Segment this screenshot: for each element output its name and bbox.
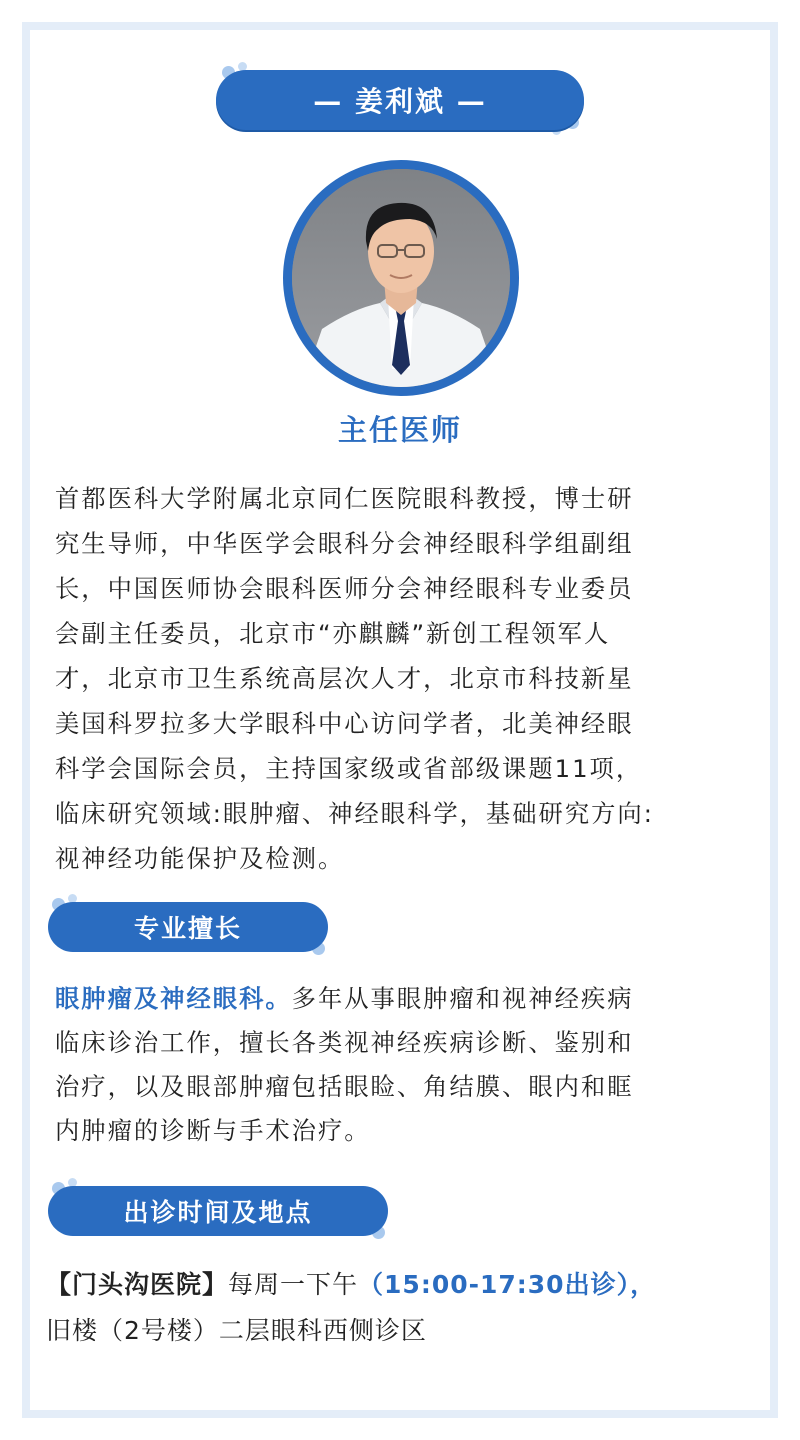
bio-line: 究生导师，中华医学会眼科分会神经眼科学组副组 (55, 529, 634, 558)
schedule-line (46, 1262, 766, 1308)
specialty-line: 临床诊治工作，擅长各类视神经疾病诊断、鉴别和 (55, 1028, 634, 1057)
doctor-name: — 姜利斌 — (313, 85, 487, 118)
bio-line: 临床研究领域:眼肿瘤、神经眼科学，基础研究方向: (55, 799, 654, 828)
doctor-bio (55, 476, 755, 881)
bio-line: 视神经功能保护及检测。 (55, 844, 345, 873)
clinic-time: （15:00-17:30出诊）， (358, 1270, 657, 1299)
bio-line: 科学会国际会员，主持国家级或省部级课题11项， (55, 754, 643, 783)
specialty-line (55, 977, 755, 1021)
bio-line: 美国科罗拉多大学眼科中心访问学者，北美神经眼 (55, 709, 634, 738)
specialty-heading-banner (48, 902, 328, 952)
doctor-portrait-image (292, 169, 510, 387)
clinic-day: 每周一下午 (228, 1270, 359, 1299)
specialty-heading: 专业擅长 (133, 914, 242, 943)
specialty-highlight: 眼肿瘤及神经眼科。 (55, 984, 292, 1013)
specialty-text (55, 977, 755, 1153)
specialty-line-rest: 多年从事眼肿瘤和视神经疾病 (291, 984, 634, 1013)
bio-line: 会副主任委员，北京市“亦麒麟”新创工程领军人 (55, 619, 611, 648)
bio-line: 才，北京市卫生系统高层次人才，北京市科技新星 (55, 664, 634, 693)
clinic-location: 旧楼（2号楼）二层眼科西侧诊区 (46, 1316, 427, 1345)
doctor-title: 主任医师 (337, 413, 462, 447)
specialty-line: 治疗，以及眼部肿瘤包括眼睑、角结膜、眼内和眶 (55, 1072, 634, 1101)
hospital-name: 【门头沟医院】 (46, 1270, 229, 1299)
specialty-line: 内肿瘤的诊断与手术治疗。 (55, 1116, 371, 1145)
bio-line: 长，中国医师协会眼科医师分会神经眼科专业委员 (55, 574, 634, 603)
schedule-heading: 出诊时间及地点 (123, 1198, 313, 1227)
doctor-name-banner (216, 70, 584, 130)
schedule-heading-banner (48, 1186, 388, 1236)
schedule-text (46, 1262, 766, 1354)
doctor-portrait (292, 169, 510, 387)
bio-line: 首都医科大学附属北京同仁医院眼科教授，博士研 (55, 484, 634, 513)
